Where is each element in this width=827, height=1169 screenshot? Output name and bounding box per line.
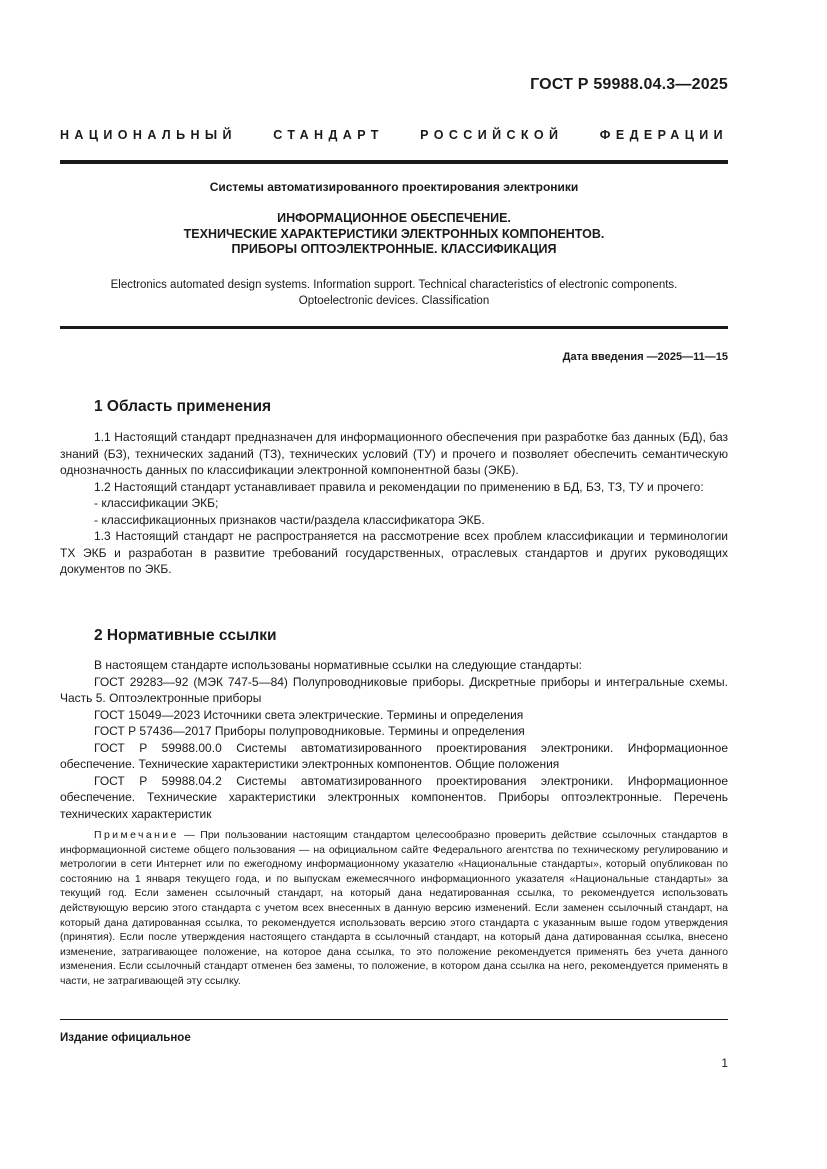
reference-item: ГОСТ Р 57436—2017 Приборы полупроводниковые. Термины и определения (94, 724, 525, 738)
note-text: — При пользовании настоящим стандартом целесообразно проверить действие ссылочных стандартов в информационной системе общего пользования — на официальном сайте Федерального агентства по техническому регулированию и метрологии в сети Интернет или по ежегодному информационному указателю «Национальные стандарты», который опубликован по состоянию на 1 января текущего года, и по выпускам ежемесячного информационного указателя «Национальные стандарты» за текущий год. Если заменен ссылочный стандарт, на который дана недатированная ссылка, то рекомендуется использовать действующую версию этого стандарта с учетом всех внесенных в данную версию изменений. Если заменен ссылочный стандарт, на который дана датированная ссылка, то рекомендуется использовать версию этого стандарта с указанным выше годом утверждения (принятия). Если после утверждения настоящего стандарта в ссылочный стандарт, на который дана датированная ссылка, внесено изменение, затрагивающее положение, на которое дана ссылка, то это положение рекомендуется применять без учета данного изменения. Если ссылочный стандарт отменен без замены, то положение, в котором дана ссылка на него, рекомендуется применять в части, не затрагивающей эту ссылку. (60, 829, 728, 987)
main-title-line-3: ПРИБОРЫ ОПТОЭЛЕКТРОННЫЕ. КЛАССИФИКАЦИЯ (231, 242, 557, 256)
note-paragraph (60, 828, 728, 989)
page-number: 1 (721, 1056, 728, 1070)
introduction-date: Дата введения —2025—11—15 (562, 351, 728, 363)
references-intro: В настоящем стандарте использованы нормативные ссылки на следующие стандарты: (94, 658, 582, 672)
section-1-body (60, 429, 728, 578)
section-2-body (60, 657, 728, 822)
list-item-classification-features: - классификационных признаков части/раздела классификатора ЭКБ. (94, 512, 485, 527)
official-edition-label: Издание официальное (60, 1032, 191, 1044)
english-title (60, 278, 728, 309)
reference-item: ГОСТ Р 59988.00.0 Системы автоматизированного проектирования электроники. Информационное обеспечение. Технические характеристики электронных компонентов. Общие положения (60, 740, 728, 771)
document-page (60, 0, 728, 1169)
section-2-title: 2 Нормативные ссылки (94, 627, 277, 644)
national-standard-banner: НАЦИОНАЛЬНЫЙ СТАНДАРТ РОССИЙСКОЙ ФЕДЕРАЦИИ (60, 128, 728, 142)
title-divider (60, 326, 728, 329)
note-label: Примечание (94, 829, 179, 841)
main-title-line-2: ТЕХНИЧЕСКИЕ ХАРАКТЕРИСТИКИ ЭЛЕКТРОННЫХ КОМПОНЕНТОВ. (183, 226, 605, 241)
reference-item: ГОСТ 15049—2023 Источники света электрические. Термины и определения (94, 707, 524, 722)
paragraph-1-1: 1.1 Настоящий стандарт предназначен для информационного обеспечения при разработке баз данных (БД), баз знаний (БЗ), технических заданий (ТЗ), технических условий (ТУ) и прочего и позволяет обеспечить семантическую однозначность данных по классификации электронной компонентной базы (ЭКБ). (60, 430, 728, 477)
paragraph-1-2: 1.2 Настоящий стандарт устанавливает правила и рекомендации по применению в БД, БЗ, ТЗ, ТУ и прочего: (94, 479, 704, 494)
reference-item: ГОСТ 29283—92 (МЭК 747-5—84) Полупроводниковые приборы. Дискретные приборы и интегральные схемы. Часть 5. Оптоэлектронные приборы (60, 674, 728, 705)
english-title-line-2: Optoelectronic devices. Classification (298, 294, 490, 307)
section-1-title: 1 Область применения (94, 398, 272, 415)
document-main-title (60, 211, 728, 258)
footer-divider (60, 1019, 728, 1020)
paragraph-1-3: 1.3 Настоящий стандарт не распространяется на рассмотрение всех проблем классификации и терминологии ТХ ЭКБ и разработан в развитие требований государственных, отраслевых стандартов и других руководящих документов по ЭКБ. (60, 529, 728, 576)
document-subtitle: Системы автоматизированного проектирования электроники (209, 180, 579, 194)
english-title-line-1: Electronics automated design systems. Information support. Technical characteristics of electronic components. (110, 279, 678, 291)
header-divider (60, 160, 728, 164)
main-title-line-1: ИНФОРМАЦИОННОЕ ОБЕСПЕЧЕНИЕ. (277, 211, 511, 225)
list-item-ekb-classification: - классификации ЭКБ; (94, 496, 219, 510)
document-code: ГОСТ Р 59988.04.3—2025 (530, 76, 728, 93)
note-block (60, 828, 728, 989)
reference-item: ГОСТ Р 59988.04.2 Системы автоматизированного проектирования электроники. Информационное обеспечение. Технические характеристики электронных компонентов. Приборы оптоэлектронные. Перечень технических характеристик (60, 773, 728, 821)
